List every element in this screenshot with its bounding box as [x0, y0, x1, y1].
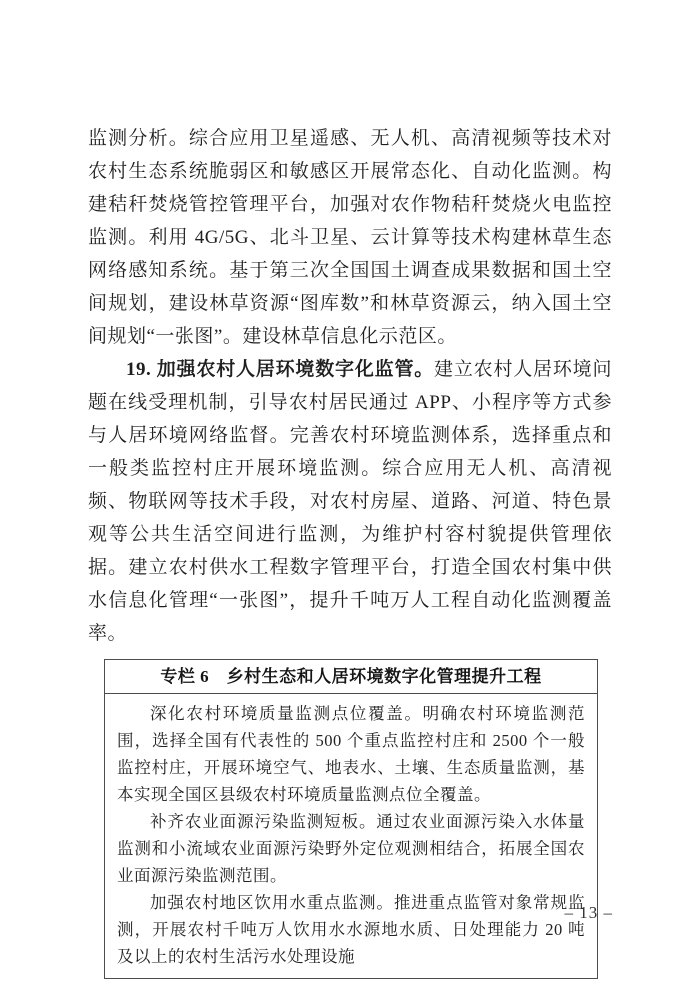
column-box-title: 专栏 6 乡村生态和人居环境数字化管理提升工程	[105, 660, 597, 694]
column-box-paragraph: 补齐农业面源污染监测短板。通过农业面源污染入水体量监测和小流域农业面源污染野外定位观测相结合，拓展全国农业面源污染监测范围。	[117, 812, 585, 885]
item-19-body-text: 建立农村人居环境问题在线受理机制，引导农村居民通过 APP、小程序等方式参与人居环境网络监督。完善农村环境监测体系，选择重点和一般类监控村庄开展环境监测。综合应用无人机、高清视频、物联网等技术手段，对农村房屋、道路、河道、特色景观等公共生活空间进行监测，为维护村容村貌提供管理依据。建立农村供水工程数字管理平台，打造全国农村集中供水信息化管理“一张图”，提升千吨万人工程自动化监测覆盖率。	[88, 359, 612, 644]
paragraph-item-19	[88, 353, 612, 650]
column-box-content	[105, 694, 597, 978]
page-number: – 13 –	[564, 903, 613, 922]
paragraph-continuation: 监测分析。综合应用卫星遥感、无人机、高清视频等技术对农村生态系统脆弱区和敏感区开展常态化、自动化监测。构建秸秆焚烧管控管理平台，加强对农作物秸秆焚烧火电监控监测。利用 4G/5G、北斗卫星、云计算等技术构建林草生态网络感知系统。基于第三次全国国土调查成果数据和国土空间规划，建设林草资源“图库数”和林草资源云，纳入国土空间规划“一张图”。建设林草信息化示范区。	[88, 128, 612, 347]
column-box-paragraph: 深化农村环境质量监测点位覆盖。明确农村环境监测范围，选择全国有代表性的 500 个重点监控村庄和 2500 个一般监控村庄，开展环境空气、地表水、土壤、生态质量监测，基本实现全国区县级农村环境质量监测点位全覆盖。	[117, 704, 585, 804]
document-text-block	[88, 122, 612, 979]
column-box-paragraph: 加强农村地区饮用水重点监测。推进重点监管对象常规监测，开展农村千吨万人饮用水水源地水质、日处理能力 20 吨及以上的农村生活污水处理设施	[117, 893, 585, 966]
column-box-6	[104, 659, 598, 979]
item-19-heading: 19. 加强农村人居环境数字化监管。	[126, 359, 435, 380]
